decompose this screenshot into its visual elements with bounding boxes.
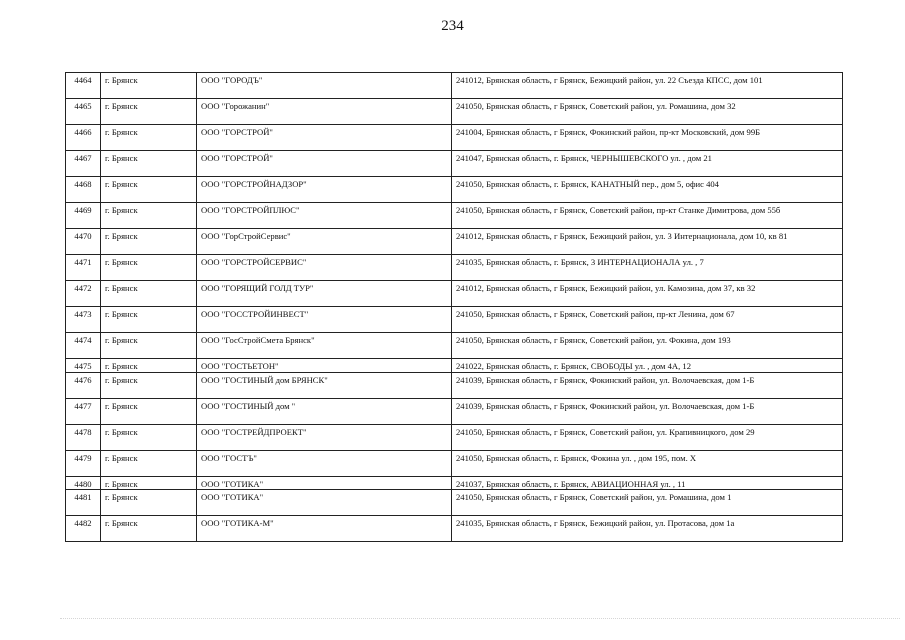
organization-name-cell: ООО "ГОТИКА" <box>197 490 452 516</box>
address-cell: 241050, Брянская область, г Брянск, Советский район, ул. Ромашина, дом 1 <box>452 490 843 516</box>
city-cell: г. Брянск <box>101 333 197 359</box>
row-number-cell: 4465 <box>66 99 101 125</box>
organization-name-cell: ООО "ГОССТРОЙИНВЕСТ" <box>197 307 452 333</box>
row-number-cell: 4464 <box>66 73 101 99</box>
organization-name-cell: ООО "ГОТИКА" <box>197 476 452 490</box>
address-cell: 241012, Брянская область, г Брянск, Бежицкий район, ул. Камозина, дом 37, кв 32 <box>452 281 843 307</box>
row-number-cell: 4479 <box>66 450 101 476</box>
address-cell: 241050, Брянская область, г. Брянск, КАНАТНЫЙ пер., дом 5, офис 404 <box>452 177 843 203</box>
table-row <box>66 516 843 542</box>
table-row <box>66 73 843 99</box>
organization-name-cell: ООО "ГОСТИНЫЙ дом " <box>197 398 452 424</box>
table-row <box>66 307 843 333</box>
row-number-cell: 4477 <box>66 398 101 424</box>
city-cell: г. Брянск <box>101 476 197 490</box>
table-row <box>66 359 843 373</box>
scan-artifact-line <box>60 618 900 621</box>
city-cell: г. Брянск <box>101 125 197 151</box>
row-number-cell: 4466 <box>66 125 101 151</box>
table-row <box>66 476 843 490</box>
organization-name-cell: ООО "ГОРСТРОЙ" <box>197 151 452 177</box>
organization-name-cell: ООО "ГОСТИНЫЙ дом БРЯНСК" <box>197 372 452 398</box>
row-number-cell: 4471 <box>66 255 101 281</box>
organization-name-cell: ООО "Горожанин" <box>197 99 452 125</box>
address-cell: 241039, Брянская область, г Брянск, Фокинский район, ул. Волочаевская, дом 1-Б <box>452 372 843 398</box>
row-number-cell: 4470 <box>66 229 101 255</box>
row-number-cell: 4481 <box>66 490 101 516</box>
row-number-cell: 4482 <box>66 516 101 542</box>
row-number-cell: 4472 <box>66 281 101 307</box>
table-row <box>66 229 843 255</box>
address-cell: 241004, Брянская область, г Брянск, Фокинский район, пр-кт Московский, дом 99Б <box>452 125 843 151</box>
city-cell: г. Брянск <box>101 359 197 373</box>
organization-name-cell: ООО "ГОРСТРОЙПЛЮС" <box>197 203 452 229</box>
table-row <box>66 203 843 229</box>
row-number-cell: 4475 <box>66 359 101 373</box>
registry-table <box>65 72 843 542</box>
address-cell: 241035, Брянская область, г. Брянск, 3 ИНТЕРНАЦИОНАЛА ул. , 7 <box>452 255 843 281</box>
city-cell: г. Брянск <box>101 229 197 255</box>
table-row <box>66 333 843 359</box>
city-cell: г. Брянск <box>101 281 197 307</box>
table-row <box>66 490 843 516</box>
city-cell: г. Брянск <box>101 307 197 333</box>
address-cell: 241050, Брянская область, г Брянск, Советский район, пр-кт Станке Димитрова, дом 55б <box>452 203 843 229</box>
organization-name-cell: ООО "ГорСтройСервис" <box>197 229 452 255</box>
city-cell: г. Брянск <box>101 99 197 125</box>
city-cell: г. Брянск <box>101 151 197 177</box>
city-cell: г. Брянск <box>101 516 197 542</box>
address-cell: 241050, Брянская область, г Брянск, Советский район, ул. Крапивницкого, дом 29 <box>452 424 843 450</box>
row-number-cell: 4480 <box>66 476 101 490</box>
table-row <box>66 151 843 177</box>
address-cell: 241022, Брянская область, г. Брянск, СВОБОДЫ ул. , дом 4А, 12 <box>452 359 843 373</box>
table-row <box>66 99 843 125</box>
city-cell: г. Брянск <box>101 398 197 424</box>
row-number-cell: 4474 <box>66 333 101 359</box>
address-cell: 241050, Брянская область, г Брянск, Советский район, ул. Ромашина, дом 32 <box>452 99 843 125</box>
page-number: 234 <box>441 18 464 34</box>
organization-name-cell: ООО "ГОРСТРОЙНАДЗОР" <box>197 177 452 203</box>
city-cell: г. Брянск <box>101 490 197 516</box>
table-row <box>66 177 843 203</box>
city-cell: г. Брянск <box>101 255 197 281</box>
city-cell: г. Брянск <box>101 450 197 476</box>
address-cell: 241050, Брянская область, г. Брянск, Фокина ул. , дом 195, пом. Х <box>452 450 843 476</box>
registry-body <box>66 73 843 542</box>
table-row <box>66 125 843 151</box>
organization-name-cell: ООО "ГОСТРЕЙДПРОЕКТ" <box>197 424 452 450</box>
organization-name-cell: ООО "ГОРСТРОЙСЕРВИС" <box>197 255 452 281</box>
table-row <box>66 398 843 424</box>
organization-name-cell: ООО "ГОСТЬЕТОН" <box>197 359 452 373</box>
address-cell: 241035, Брянская область, г Брянск, Бежицкий район, ул. Протасова, дом 1а <box>452 516 843 542</box>
address-cell: 241050, Брянская область, г Брянск, Советский район, ул. Фокина, дом 193 <box>452 333 843 359</box>
row-number-cell: 4469 <box>66 203 101 229</box>
table-row <box>66 281 843 307</box>
organization-name-cell: ООО "ГОТИКА-М" <box>197 516 452 542</box>
city-cell: г. Брянск <box>101 177 197 203</box>
row-number-cell: 4467 <box>66 151 101 177</box>
organization-name-cell: ООО "ГОРОДЪ" <box>197 73 452 99</box>
table-row <box>66 372 843 398</box>
address-cell: 241047, Брянская область, г. Брянск, ЧЕРНЫШЕВСКОГО ул. , дом 21 <box>452 151 843 177</box>
organization-name-cell: ООО "ГОСТЪ" <box>197 450 452 476</box>
city-cell: г. Брянск <box>101 203 197 229</box>
table-row <box>66 424 843 450</box>
row-number-cell: 4476 <box>66 372 101 398</box>
address-cell: 241050, Брянская область, г Брянск, Советский район, пр-кт Ленина, дом 67 <box>452 307 843 333</box>
organization-name-cell: ООО "ГОРЯЩИЙ ГОЛД ТУР" <box>197 281 452 307</box>
row-number-cell: 4473 <box>66 307 101 333</box>
organization-name-cell: ООО "ГосСтройСмета Брянск" <box>197 333 452 359</box>
organization-name-cell: ООО "ГОРСТРОЙ" <box>197 125 452 151</box>
address-cell: 241037, Брянская область, г. Брянск, АВИАЦИОННАЯ ул. , 11 <box>452 476 843 490</box>
address-cell: 241039, Брянская область, г Брянск, Фокинский район, ул. Волочаевская, дом 1-Б <box>452 398 843 424</box>
city-cell: г. Брянск <box>101 424 197 450</box>
address-cell: 241012, Брянская область, г Брянск, Бежицкий район, ул. 22 Съезда КПСС, дом 101 <box>452 73 843 99</box>
table-row <box>66 450 843 476</box>
city-cell: г. Брянск <box>101 73 197 99</box>
table-row <box>66 255 843 281</box>
row-number-cell: 4478 <box>66 424 101 450</box>
city-cell: г. Брянск <box>101 372 197 398</box>
address-cell: 241012, Брянская область, г Брянск, Бежицкий район, ул. 3 Интернационала, дом 10, кв 81 <box>452 229 843 255</box>
row-number-cell: 4468 <box>66 177 101 203</box>
